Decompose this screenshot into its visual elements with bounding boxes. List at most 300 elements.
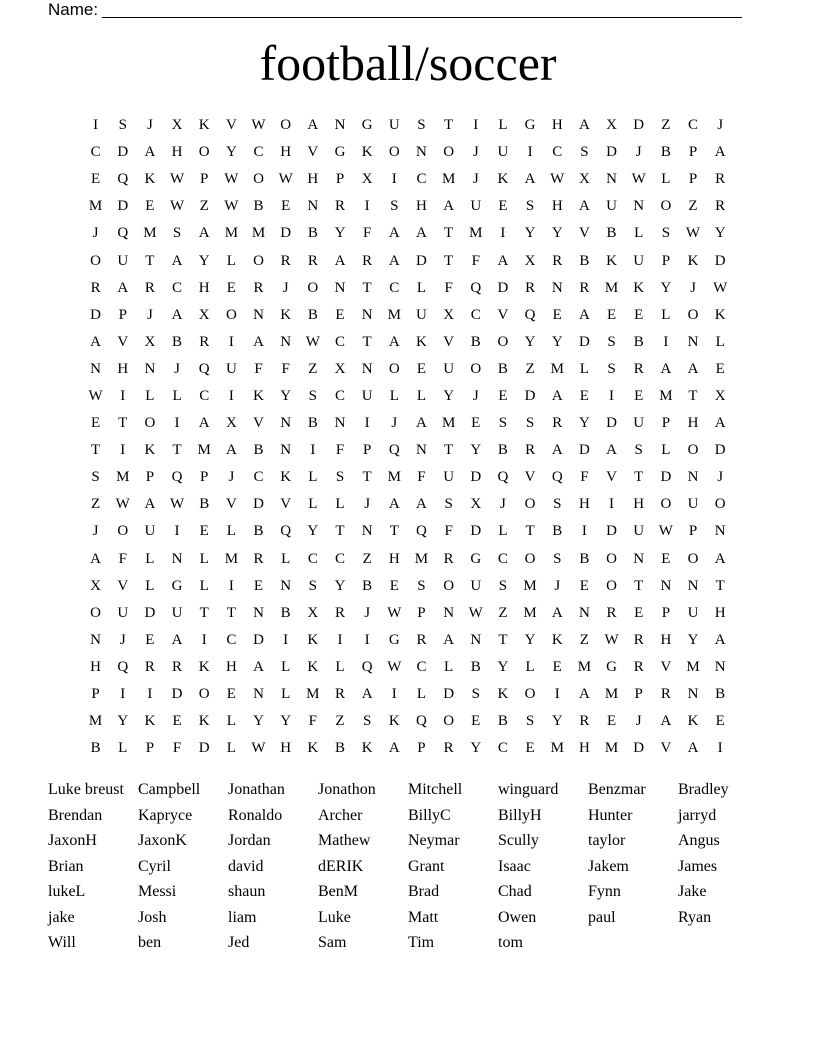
grid-letter: R (334, 604, 345, 621)
grid-letter: W (305, 333, 320, 350)
grid-letter: D (280, 225, 292, 242)
grid-letter: D (606, 415, 617, 432)
grid-letter: N (307, 198, 319, 215)
grid-letter: T (199, 604, 209, 621)
grid-letter: U (633, 252, 645, 269)
grid-letter: I (527, 144, 533, 161)
grid-letter: S (390, 198, 399, 215)
grid-letter: S (335, 469, 345, 486)
grid-letter: R (552, 252, 563, 269)
grid-letter: G (470, 550, 482, 567)
grid-letter: C (688, 117, 699, 134)
grid-letter: B (497, 713, 508, 730)
grid-letter: W (658, 523, 673, 540)
word-list-item: Mitchell (408, 781, 463, 798)
word-list-item: Isaac (498, 857, 531, 875)
grid-letter: W (713, 279, 728, 296)
grid-letter: B (470, 333, 481, 350)
grid-letter: B (253, 442, 264, 459)
grid-letter: A (660, 360, 672, 377)
grid-letter: L (525, 658, 535, 675)
grid-letter: A (144, 496, 156, 513)
grid-letter: K (497, 171, 509, 188)
grid-letter: N (578, 604, 590, 621)
word-list-item: jarryd (678, 806, 717, 824)
grid-letter: L (308, 496, 318, 513)
grid-letter: A (90, 550, 101, 567)
grid-letter: P (634, 686, 643, 703)
grid-letter: N (633, 550, 645, 567)
grid-letter: A (416, 496, 427, 513)
grid-letter: I (554, 686, 560, 703)
grid-letter: R (90, 279, 101, 296)
grid-letter: X (307, 604, 319, 621)
grid-letter: A (117, 279, 129, 296)
word-list-item: Owen (498, 908, 537, 926)
grid-letter: J (717, 117, 724, 134)
grid-letter: J (146, 117, 153, 134)
grid-letter: J (364, 496, 371, 513)
grid-letter: J (364, 604, 371, 621)
grid-letter: K (687, 252, 699, 269)
name-blank-line[interactable] (102, 2, 742, 18)
grid-letter: I (717, 740, 723, 757)
word-list-item: JaxonK (138, 832, 187, 849)
puzzle-title: football/soccer (259, 35, 557, 91)
grid-letter: C (334, 387, 345, 404)
grid-letter: X (225, 415, 237, 432)
grid-letter: N (551, 279, 563, 296)
grid-letter: R (144, 279, 155, 296)
grid-letter: O (90, 252, 101, 269)
grid-letter: D (497, 279, 509, 296)
grid-letter: E (525, 740, 535, 757)
grid-letter: Y (334, 577, 346, 594)
grid-letter: E (579, 577, 589, 594)
grid-letter: L (145, 577, 155, 594)
grid-letter: Q (416, 523, 427, 540)
grid-letter: R (660, 686, 671, 703)
grid-letter: A (551, 604, 563, 621)
grid-letter: A (388, 496, 400, 513)
grid-letter: I (663, 333, 669, 350)
grid-letter: O (606, 550, 617, 567)
grid-letter: M (604, 686, 619, 703)
grid-letter: O (660, 496, 672, 513)
grid-letter: E (90, 415, 101, 432)
grid-letter: J (717, 469, 724, 486)
grid-letter: F (335, 442, 345, 459)
grid-letter: E (661, 550, 671, 567)
grid-letter: L (416, 387, 427, 404)
grid-letter: G (606, 658, 617, 675)
grid-letter: A (388, 225, 400, 242)
word-list-item: Jordan (228, 832, 271, 849)
grid-letter: R (307, 252, 318, 269)
grid-letter: N (361, 306, 373, 323)
grid-letter: F (444, 279, 453, 296)
grid-letter: P (688, 171, 698, 188)
grid-letter: H (90, 658, 101, 675)
grid-letter: H (578, 496, 590, 513)
grid-letter: K (198, 117, 210, 134)
grid-letter: A (171, 252, 183, 269)
grid-letter: Y (117, 713, 129, 730)
word-list-item: Brian (48, 857, 84, 875)
grid-letter: R (144, 658, 155, 675)
grid-letter: K (198, 658, 210, 675)
grid-letter: R (715, 171, 726, 188)
grid-letter: F (118, 550, 127, 567)
grid-letter: O (307, 279, 319, 296)
grid-letter: Z (579, 631, 589, 648)
grid-letter: N (361, 360, 373, 377)
grid-letter: L (226, 740, 236, 757)
grid-letter: S (471, 686, 480, 703)
grid-letter: N (470, 631, 482, 648)
grid-letter: I (228, 577, 234, 594)
grid-letter: C (199, 387, 210, 404)
grid-letter: O (606, 577, 617, 594)
grid-letter: U (633, 415, 645, 432)
grid-letter: S (661, 225, 671, 242)
grid-letter: V (117, 577, 129, 594)
grid-letter: R (443, 740, 454, 757)
grid-letter: T (498, 631, 508, 648)
grid-letter: Q (117, 171, 129, 188)
letter-grid (82, 112, 734, 760)
grid-letter: B (497, 442, 508, 459)
grid-letter: O (714, 496, 726, 513)
word-list-item: tom (498, 934, 523, 951)
grid-letter: J (554, 577, 561, 594)
grid-letter: Y (551, 333, 563, 350)
grid-letter: B (606, 225, 617, 242)
grid-letter: L (226, 252, 236, 269)
grid-letter: U (633, 523, 645, 540)
grid-letter: Y (551, 225, 563, 242)
grid-letter: S (525, 198, 535, 215)
grid-letter: Z (199, 198, 209, 215)
grid-letter: C (226, 631, 237, 648)
grid-letter: M (523, 577, 537, 594)
grid-letter: I (93, 117, 99, 134)
grid-letter: Y (687, 631, 699, 648)
word-list-item: Luke breust (48, 781, 124, 798)
word-list-item: jake (48, 908, 75, 926)
grid-letter: P (91, 686, 100, 703)
grid-letter: Q (524, 306, 536, 323)
grid-letter: P (145, 740, 155, 757)
grid-letter: R (633, 360, 644, 377)
grid-letter: B (253, 198, 264, 215)
grid-letter: B (552, 523, 563, 540)
grid-letter: U (687, 604, 699, 621)
grid-letter: E (199, 523, 209, 540)
grid-letter: N (687, 469, 699, 486)
grid-letter: Y (253, 713, 264, 730)
word-list-item: Archer (318, 806, 363, 824)
grid-letter: I (364, 198, 370, 215)
grid-letter: D (660, 469, 672, 486)
grid-letter: I (391, 171, 397, 188)
grid-letter: O (280, 117, 292, 134)
grid-letter: F (417, 469, 426, 486)
grid-letter: X (606, 117, 617, 134)
grid-letter: W (685, 225, 701, 242)
grid-letter: M (88, 198, 103, 215)
grid-letter: M (306, 686, 320, 703)
grid-letter: N (144, 360, 156, 377)
grid-letter: M (414, 550, 429, 567)
grid-letter: J (690, 279, 696, 296)
grid-letter: H (416, 198, 427, 215)
word-list-item: paul (588, 908, 616, 926)
grid-letter: C (253, 144, 264, 161)
grid-letter: M (550, 360, 564, 377)
word-list-item: liam (228, 908, 257, 926)
grid-letter: K (144, 442, 156, 459)
grid-letter: O (687, 442, 699, 459)
grid-letter: T (525, 523, 535, 540)
grid-letter: R (253, 279, 264, 296)
grid-letter: T (90, 442, 101, 459)
grid-letter: M (224, 225, 239, 242)
grid-letter: S (553, 550, 562, 567)
word-list-item: Matt (408, 908, 439, 926)
grid-letter: A (144, 144, 156, 161)
grid-letter: Z (335, 713, 345, 730)
grid-letter: W (251, 117, 266, 134)
grid-letter: V (524, 469, 536, 486)
grid-letter: R (199, 333, 210, 350)
grid-letter: Y (524, 225, 536, 242)
grid-letter: U (687, 496, 699, 513)
word-list-item: lukeL (48, 883, 86, 900)
word-list-item: Jonathan (228, 781, 285, 798)
grid-letter: X (171, 117, 183, 134)
grid-letter: A (714, 631, 726, 648)
grid-letter: W (468, 604, 483, 621)
grid-letter: Y (225, 144, 237, 161)
grid-letter: H (307, 171, 319, 188)
grid-letter: D (578, 442, 590, 459)
grid-letter: P (661, 252, 671, 269)
word-list-item: Kapryce (138, 806, 193, 824)
grid-letter: T (715, 577, 725, 594)
grid-letter: H (714, 604, 726, 621)
grid-letter: X (144, 333, 156, 350)
grid-letter: H (578, 740, 590, 757)
grid-letter: R (633, 658, 644, 675)
grid-letter: Y (497, 658, 509, 675)
grid-letter: K (144, 171, 156, 188)
grid-letter: W (278, 171, 293, 188)
grid-letter: E (715, 713, 725, 730)
grid-letter: P (145, 469, 155, 486)
grid-letter: L (145, 387, 155, 404)
grid-letter: N (334, 117, 346, 134)
grid-letter: C (497, 550, 508, 567)
grid-letter: S (417, 117, 426, 134)
grid-letter: L (389, 387, 399, 404)
grid-letter: L (199, 550, 209, 567)
grid-letter: F (254, 360, 263, 377)
grid-letter: O (687, 550, 699, 567)
grid-letter: U (117, 604, 129, 621)
grid-letter: O (388, 360, 400, 377)
grid-letter: R (443, 550, 454, 567)
grid-letter: K (497, 686, 509, 703)
grid-letter: G (171, 577, 183, 594)
grid-letter: E (471, 713, 481, 730)
grid-letter: E (90, 171, 101, 188)
grid-letter: N (334, 279, 346, 296)
grid-letter: S (634, 442, 643, 459)
grid-letter: R (579, 713, 590, 730)
grid-letter: T (118, 415, 128, 432)
grid-letter: N (714, 658, 726, 675)
grid-letter: T (226, 604, 236, 621)
grid-letter: Q (198, 360, 210, 377)
grid-letter: N (443, 604, 455, 621)
grid-letter: E (606, 713, 617, 730)
word-list-item: Hunter (588, 806, 633, 824)
grid-letter: A (416, 415, 427, 432)
grid-letter: L (416, 279, 427, 296)
word-list-item: david (228, 857, 264, 875)
grid-letter: I (120, 442, 126, 459)
grid-letter: X (334, 360, 346, 377)
grid-letter: I (283, 631, 289, 648)
grid-letter: F (362, 225, 372, 242)
grid-letter: Q (280, 523, 292, 540)
grid-letter: R (334, 198, 345, 215)
grid-letter: Q (171, 469, 183, 486)
grid-letter: Z (498, 604, 508, 621)
grid-letter: A (524, 171, 536, 188)
name-label: Name: (48, 0, 99, 19)
grid-letter: J (146, 306, 153, 323)
grid-letter: O (253, 252, 264, 269)
word-list-item: Ryan (678, 908, 712, 926)
word-list-item: JaxonH (48, 832, 97, 849)
grid-letter: M (686, 658, 700, 675)
grid-letter: D (117, 144, 129, 161)
grid-letter: X (578, 171, 590, 188)
grid-letter: P (200, 469, 209, 486)
grid-letter: E (634, 306, 644, 323)
grid-letter: R (552, 415, 563, 432)
grid-letter: L (416, 686, 427, 703)
word-list-item: Cyril (138, 857, 171, 875)
grid-letter: S (525, 713, 535, 730)
grid-letter: W (387, 658, 402, 675)
grid-letter: B (715, 686, 726, 703)
grid-letter: T (688, 387, 698, 404)
grid-letter: A (443, 198, 455, 215)
grid-letter: B (579, 550, 590, 567)
grid-letter: W (169, 198, 185, 215)
grid-letter: K (551, 631, 563, 648)
grid-letter: E (471, 415, 481, 432)
grid-letter: A (334, 252, 346, 269)
word-list-item: taylor (588, 832, 626, 849)
grid-letter: L (715, 333, 725, 350)
grid-letter: J (174, 360, 180, 377)
grid-letter: E (416, 360, 427, 377)
grid-letter: M (604, 279, 619, 296)
grid-letter: S (417, 577, 426, 594)
grid-letter: F (172, 740, 182, 757)
grid-letter: Z (90, 496, 101, 513)
grid-letter: A (388, 252, 400, 269)
word-list-item: Grant (408, 857, 445, 875)
word-list-item: ben (138, 934, 162, 951)
grid-letter: C (416, 658, 427, 675)
grid-letter: R (633, 631, 644, 648)
grid-letter: X (470, 496, 482, 513)
grid-letter: X (714, 387, 726, 404)
grid-letter: B (307, 225, 318, 242)
grid-letter: S (498, 577, 508, 594)
grid-letter: R (362, 252, 373, 269)
grid-letter: M (659, 387, 673, 404)
grid-letter: J (92, 225, 99, 242)
grid-letter: B (280, 604, 291, 621)
grid-letter: C (172, 279, 183, 296)
grid-letter: E (335, 306, 345, 323)
grid-letter: B (90, 740, 101, 757)
grid-letter: K (633, 279, 645, 296)
grid-letter: T (362, 333, 372, 350)
grid-letter: I (364, 415, 370, 432)
word-list-item: Mathew (318, 832, 371, 849)
grid-letter: Y (524, 631, 536, 648)
grid-letter: Z (525, 360, 535, 377)
grid-letter: N (280, 333, 292, 350)
grid-letter: U (497, 144, 509, 161)
grid-letter: H (280, 144, 292, 161)
grid-letter: A (198, 415, 210, 432)
grid-letter: E (498, 387, 508, 404)
name-line (48, 0, 742, 18)
word-list-item: Neymar (408, 832, 460, 849)
grid-letter: R (606, 604, 617, 621)
grid-letter: B (362, 577, 373, 594)
grid-letter: C (552, 144, 563, 161)
grid-letter: C (307, 550, 318, 567)
grid-letter: M (469, 225, 483, 242)
grid-letter: B (579, 252, 590, 269)
grid-letter: Z (308, 360, 318, 377)
grid-letter: A (606, 442, 617, 459)
grid-letter: A (578, 117, 590, 134)
grid-letter: V (578, 225, 590, 242)
grid-letter: N (253, 306, 264, 323)
grid-letter: J (119, 631, 126, 648)
grid-letter: C (416, 171, 427, 188)
word-list-item: Will (48, 934, 76, 951)
grid-letter: I (609, 387, 615, 404)
grid-letter: N (660, 577, 672, 594)
grid-letter: N (687, 333, 699, 350)
grid-letter: U (606, 198, 617, 215)
grid-letter: S (444, 496, 453, 513)
grid-letter: O (687, 306, 699, 323)
grid-letter: K (307, 631, 319, 648)
grid-letter: H (551, 117, 563, 134)
